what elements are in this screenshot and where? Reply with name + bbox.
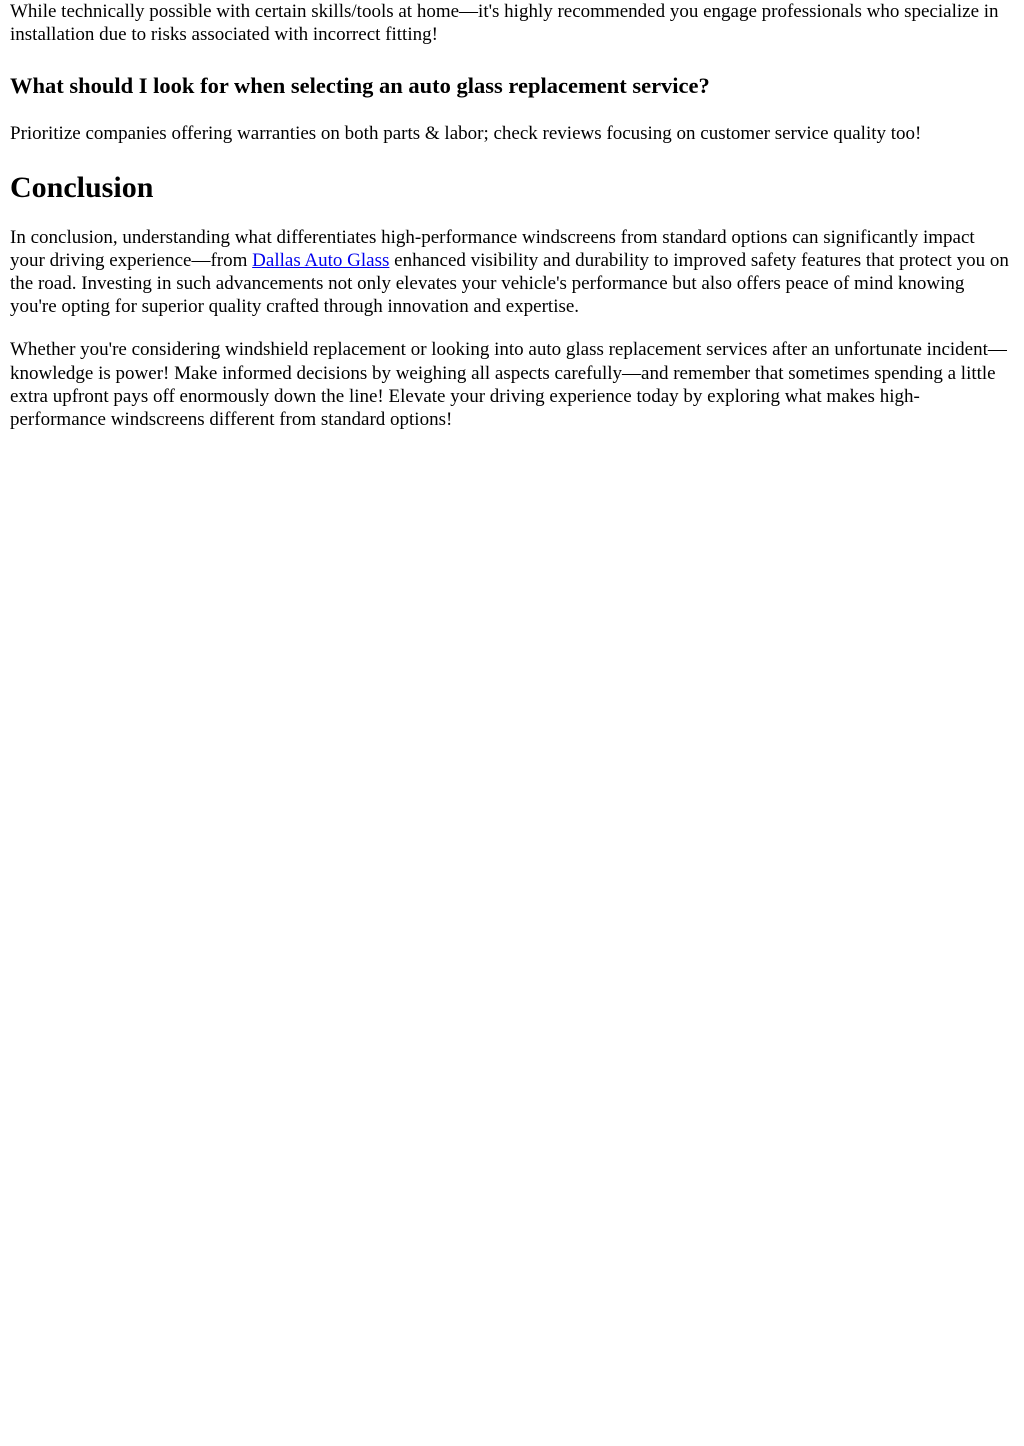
faq-answer-paragraph: While technically possible with certain skills/tools at home—it's highly recommended you engage professionals who specialize in installation due to risks associated with incorrect fitting! [10, 1, 999, 46]
conclusion-text-after-link: enhanced visibility and durability to improved safety features that protect you on the road. Investing in such advancements not only elevates your vehicle's performance but also offers peace of mind knowing you're opting for superior quality crafted through innovation and expertise. [10, 249, 1009, 318]
conclusion-heading: Conclusion [10, 170, 154, 204]
faq-question-heading: What should I look for when selecting an auto glass replacement service? [10, 73, 710, 99]
conclusion-text-before-link: In conclusion, understanding what differentiates high-performance windscreens from standard options can significantly impact your driving experience—from [10, 226, 975, 271]
conclusion-paragraph-1 [10, 226, 1014, 319]
faq-answer-paragraph-2: Prioritize companies offering warranties on both parts & labor; check reviews focusing on customer service quality too! [10, 123, 922, 145]
dallas-auto-glass-link[interactable]: Dallas Auto Glass [252, 249, 390, 271]
conclusion-paragraph-2: Whether you're considering windshield replacement or looking into auto glass replacement services after an unfortunate incident—knowledge is power! Make informed decisions by weighing all aspects carefully—and remember that sometimes spending a little extra upfront pays off enormously down the line! Elevate your driving experience today by exploring what makes high-performance windscreens different from standard options! [10, 339, 1007, 431]
